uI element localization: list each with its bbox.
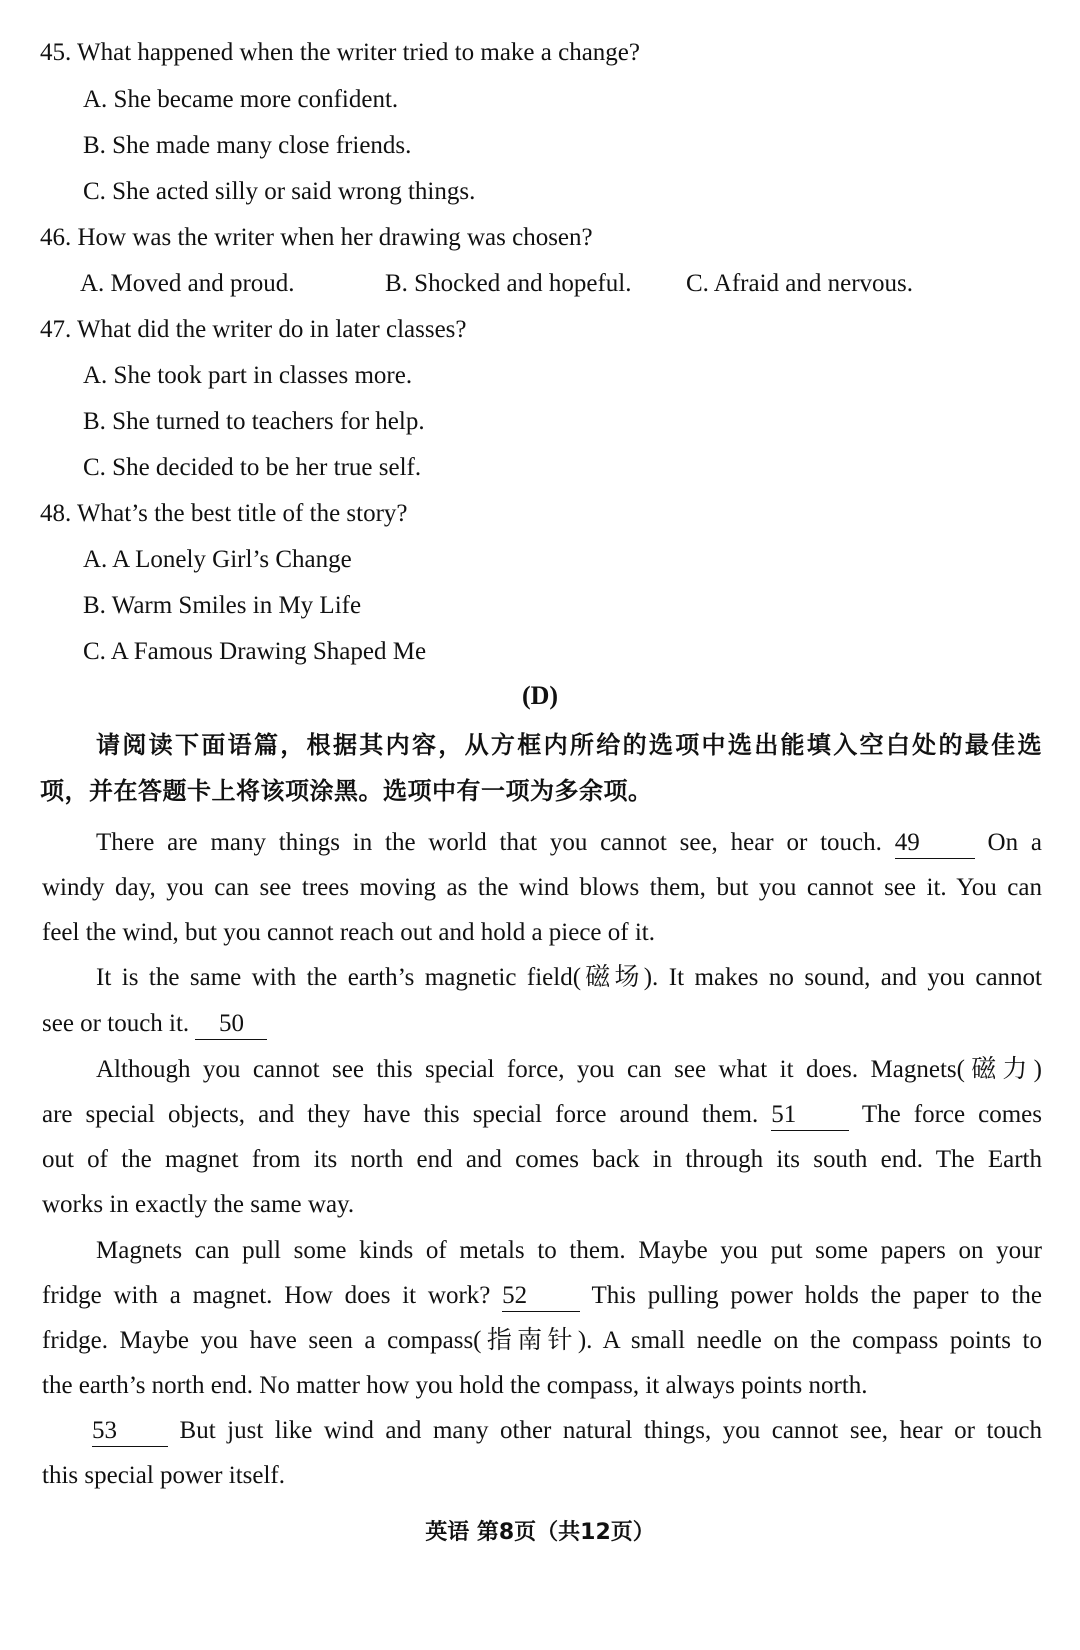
passage-text: But just like wind and many other natural things, you cannot see, hear or touch <box>179 1417 1043 1444</box>
question-47-option-b: B. She turned to teachers for help. <box>83 408 425 435</box>
question-45-option-a: A. She became more confident. <box>83 86 399 113</box>
passage-line <box>42 1273 1042 1319</box>
passage-line: this special power itself. <box>42 1462 285 1489</box>
instruction-line-1: 请阅读下面语篇，根据其内容，从方框内所给的选项中选出能填入空白处的最佳选 <box>96 731 1042 759</box>
question-46-option-a: A. Moved and proud. <box>80 270 295 297</box>
question-45-option-c: C. She acted silly or said wrong things. <box>83 178 476 205</box>
blank-51: 51 <box>771 1100 849 1131</box>
blank-52: 52 <box>502 1281 580 1312</box>
passage-line <box>92 1408 1042 1454</box>
question-48-stem: 48. What’s the best title of the story? <box>40 500 408 527</box>
passage-text: see or touch it. <box>42 1010 190 1037</box>
question-46-stem: 46. How was the writer when her drawing was chosen? <box>40 224 593 251</box>
page-footer: 英语 第8页（共12页） <box>425 1520 655 1545</box>
passage-text: On a <box>987 829 1043 856</box>
blank-50: 50 <box>195 1009 267 1040</box>
passage-line: windy day, you can see trees moving as the wind blows them, but you cannot see it. You can <box>42 874 1042 901</box>
passage-line <box>42 1001 1042 1047</box>
passage-line: fridge. Maybe you have seen a compass(指南针). A small needle on the compass points to <box>42 1327 1042 1354</box>
question-48-option-c: C. A Famous Drawing Shaped Me <box>83 638 427 665</box>
question-48-option-b: B. Warm Smiles in My Life <box>83 592 362 619</box>
question-46-option-c: C. Afraid and nervous. <box>686 270 914 297</box>
passage-line: works in exactly the same way. <box>42 1191 355 1218</box>
passage-line <box>42 1092 1042 1138</box>
passage-text: This pulling power holds the paper to the <box>591 1282 1042 1309</box>
passage-line: feel the wind, but you cannot reach out and hold a piece of it. <box>42 919 655 946</box>
passage-line: Magnets can pull some kinds of metals to them. Maybe you put some papers on your <box>96 1237 1042 1264</box>
question-47-option-c: C. She decided to be her true self. <box>83 454 422 481</box>
passage-line <box>96 820 1042 866</box>
passage-text: The force comes <box>861 1101 1043 1128</box>
passage-line: the earth’s north end. No matter how you hold the compass, it always points north. <box>42 1372 868 1399</box>
instruction-line-2: 项，并在答题卡上将该项涂黑。选项中有一项为多余项。 <box>40 777 653 805</box>
question-48-option-a: A. A Lonely Girl’s Change <box>83 546 352 573</box>
passage-text: are special objects, and they have this special force around them. <box>42 1101 759 1128</box>
passage-text: There are many things in the world that you cannot see, hear or touch. <box>96 829 882 856</box>
question-45-option-b: B. She made many close friends. <box>83 132 412 159</box>
question-45-stem: 45. What happened when the writer tried to make a change? <box>40 39 640 66</box>
blank-49: 49 <box>895 828 975 859</box>
passage-line: It is the same with the earth’s magnetic field(磁场). It makes no sound, and you cannot <box>96 964 1042 991</box>
passage-text: fridge with a magnet. How does it work? <box>42 1282 491 1309</box>
question-46-option-b: B. Shocked and hopeful. <box>385 270 632 297</box>
question-47-stem: 47. What did the writer do in later classes? <box>40 316 467 343</box>
passage-line: Although you cannot see this special force, you can see what it does. Magnets(磁力) <box>96 1056 1042 1083</box>
question-47-option-a: A. She took part in classes more. <box>83 362 413 389</box>
passage-line: out of the magnet from its north end and comes back in through its south end. The Earth <box>42 1146 1042 1173</box>
section-title: (D) <box>521 681 559 710</box>
blank-53: 53 <box>92 1416 168 1447</box>
